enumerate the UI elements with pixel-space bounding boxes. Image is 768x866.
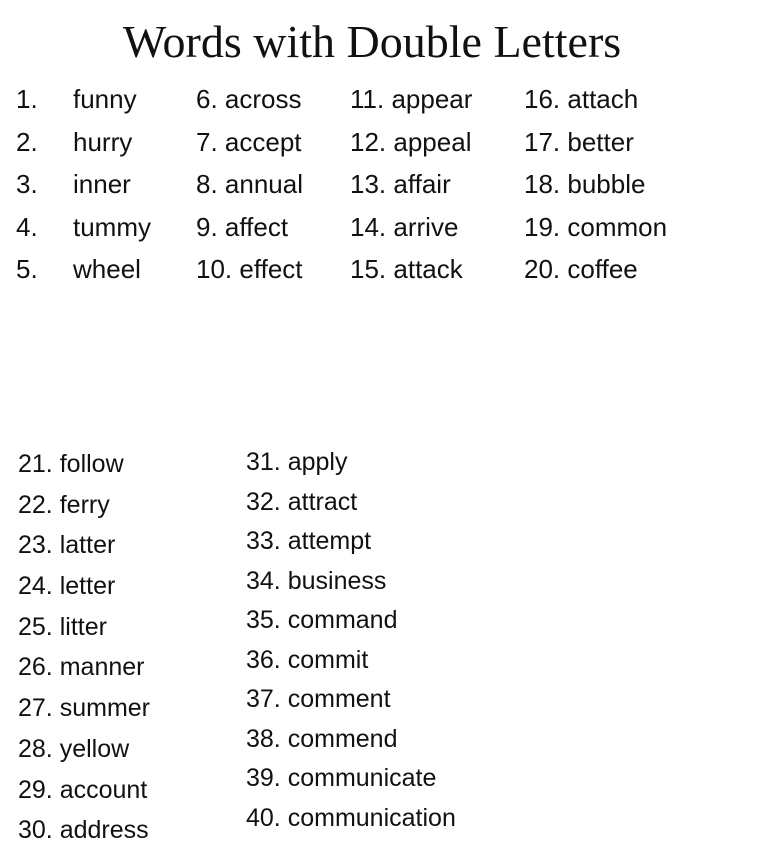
word-number: 30.: [18, 816, 53, 845]
word-text: comment: [287, 685, 391, 713]
word-item: [16, 81, 151, 124]
word-item: [350, 209, 472, 252]
word-number: 22.: [18, 490, 53, 519]
word-text: hurry: [73, 126, 133, 157]
word-item: [196, 209, 303, 252]
word-text: accept: [224, 126, 302, 157]
word-number: 34.: [246, 566, 281, 595]
word-text: command: [287, 606, 398, 634]
word-column-6: [246, 444, 456, 839]
word-number: 1.: [16, 84, 38, 114]
word-text: tummy: [73, 211, 151, 242]
word-text: litter: [59, 612, 107, 641]
word-item: [18, 812, 150, 853]
word-number: 8.: [196, 169, 218, 199]
word-number: 2.: [16, 126, 38, 157]
word-column-3: [350, 81, 472, 294]
word-number: 32.: [246, 487, 281, 516]
word-text: ferry: [59, 490, 110, 519]
page-title: Words with Double Letters: [122, 16, 622, 67]
word-column-1: [16, 81, 151, 294]
word-text: latter: [59, 531, 116, 560]
word-number: 40.: [246, 803, 281, 832]
word-number: 5.: [16, 254, 38, 284]
word-item: [18, 690, 150, 731]
word-item: [246, 563, 456, 603]
word-text: follow: [59, 450, 124, 478]
word-text: account: [59, 775, 148, 804]
word-item: [524, 166, 667, 209]
word-number: 28.: [18, 734, 53, 763]
word-text: summer: [59, 694, 151, 723]
word-column-2: [196, 81, 303, 294]
word-text: address: [59, 816, 149, 845]
word-text: arrive: [393, 211, 459, 242]
word-number: 21.: [18, 450, 53, 478]
word-number: 38.: [246, 724, 281, 753]
word-item: [246, 642, 456, 682]
word-number: 13.: [350, 169, 387, 199]
word-item: [18, 527, 150, 568]
word-item: [246, 602, 456, 642]
word-item: [350, 166, 472, 209]
word-text: commend: [287, 724, 398, 753]
word-number: 12.: [350, 126, 387, 157]
word-item: [524, 81, 667, 124]
word-text: coffee: [567, 254, 638, 284]
word-item: [246, 484, 456, 524]
word-number: 33.: [246, 527, 281, 555]
word-text: appear: [391, 84, 473, 114]
word-number: 16.: [524, 84, 561, 114]
word-number: 3.: [16, 169, 38, 199]
word-item: [18, 446, 150, 487]
word-item: [524, 124, 667, 167]
word-number: 25.: [18, 612, 53, 641]
word-number: 29.: [18, 775, 53, 804]
word-text: letter: [59, 572, 116, 601]
word-text: business: [287, 566, 387, 595]
word-item: [246, 523, 456, 563]
word-item: [350, 81, 472, 124]
word-text: attack: [393, 254, 463, 284]
word-number: 19.: [524, 211, 561, 242]
word-text: wheel: [73, 254, 141, 284]
word-item: [16, 209, 151, 252]
word-text: effect: [239, 254, 303, 284]
word-item: [18, 487, 150, 528]
word-item: [18, 649, 150, 690]
word-item: [196, 166, 303, 209]
word-text: appeal: [393, 126, 472, 157]
word-number: 9.: [196, 211, 218, 242]
word-text: across: [224, 84, 302, 114]
word-number: 36.: [246, 645, 281, 674]
word-item: [246, 444, 456, 484]
word-item: [18, 731, 150, 772]
word-text: communication: [287, 803, 456, 832]
word-text: yellow: [59, 734, 130, 763]
word-number: 18.: [524, 169, 561, 199]
word-item: [246, 681, 456, 721]
word-number: 35.: [246, 606, 281, 634]
word-number: 15.: [350, 254, 387, 284]
word-text: attempt: [287, 527, 372, 555]
word-item: [16, 166, 151, 209]
word-column-5: [18, 446, 150, 853]
word-number: 10.: [196, 254, 233, 284]
word-number: 27.: [18, 694, 53, 723]
word-number: 20.: [524, 254, 561, 284]
word-text: annual: [224, 169, 303, 199]
word-number: 6.: [196, 84, 218, 114]
word-item: [524, 209, 667, 252]
word-number: 37.: [246, 685, 281, 713]
word-item: [16, 251, 151, 294]
word-text: affair: [393, 169, 451, 199]
word-text: inner: [73, 169, 131, 199]
word-item: [18, 772, 150, 813]
word-text: bubble: [567, 169, 646, 199]
word-number: 17.: [524, 126, 561, 157]
word-text: better: [567, 126, 634, 157]
word-item: [350, 124, 472, 167]
word-number: 39.: [246, 764, 281, 792]
word-item: [16, 124, 151, 167]
word-text: attract: [287, 487, 358, 516]
word-number: 23.: [18, 531, 53, 560]
word-text: commit: [287, 645, 369, 674]
word-text: common: [567, 211, 668, 242]
word-item: [524, 251, 667, 294]
word-item: [350, 251, 472, 294]
word-number: 11.: [350, 84, 385, 114]
word-number: 31.: [246, 448, 281, 476]
word-text: attach: [567, 84, 639, 114]
word-text: communicate: [287, 764, 437, 792]
word-item: [196, 81, 303, 124]
word-item: [196, 124, 303, 167]
word-item: [246, 760, 456, 800]
word-text: affect: [224, 211, 289, 242]
word-number: 14.: [350, 211, 387, 242]
word-number: 4.: [16, 211, 38, 242]
word-item: [246, 721, 456, 761]
word-number: 7.: [196, 126, 218, 157]
word-number: 24.: [18, 572, 53, 601]
word-item: [18, 609, 150, 650]
word-item: [246, 800, 456, 840]
word-text: funny: [73, 84, 137, 114]
word-text: apply: [287, 448, 348, 476]
word-item: [18, 568, 150, 609]
word-column-4: [524, 81, 667, 294]
word-number: 26.: [18, 653, 53, 682]
word-item: [196, 251, 303, 294]
word-text: manner: [59, 653, 145, 682]
